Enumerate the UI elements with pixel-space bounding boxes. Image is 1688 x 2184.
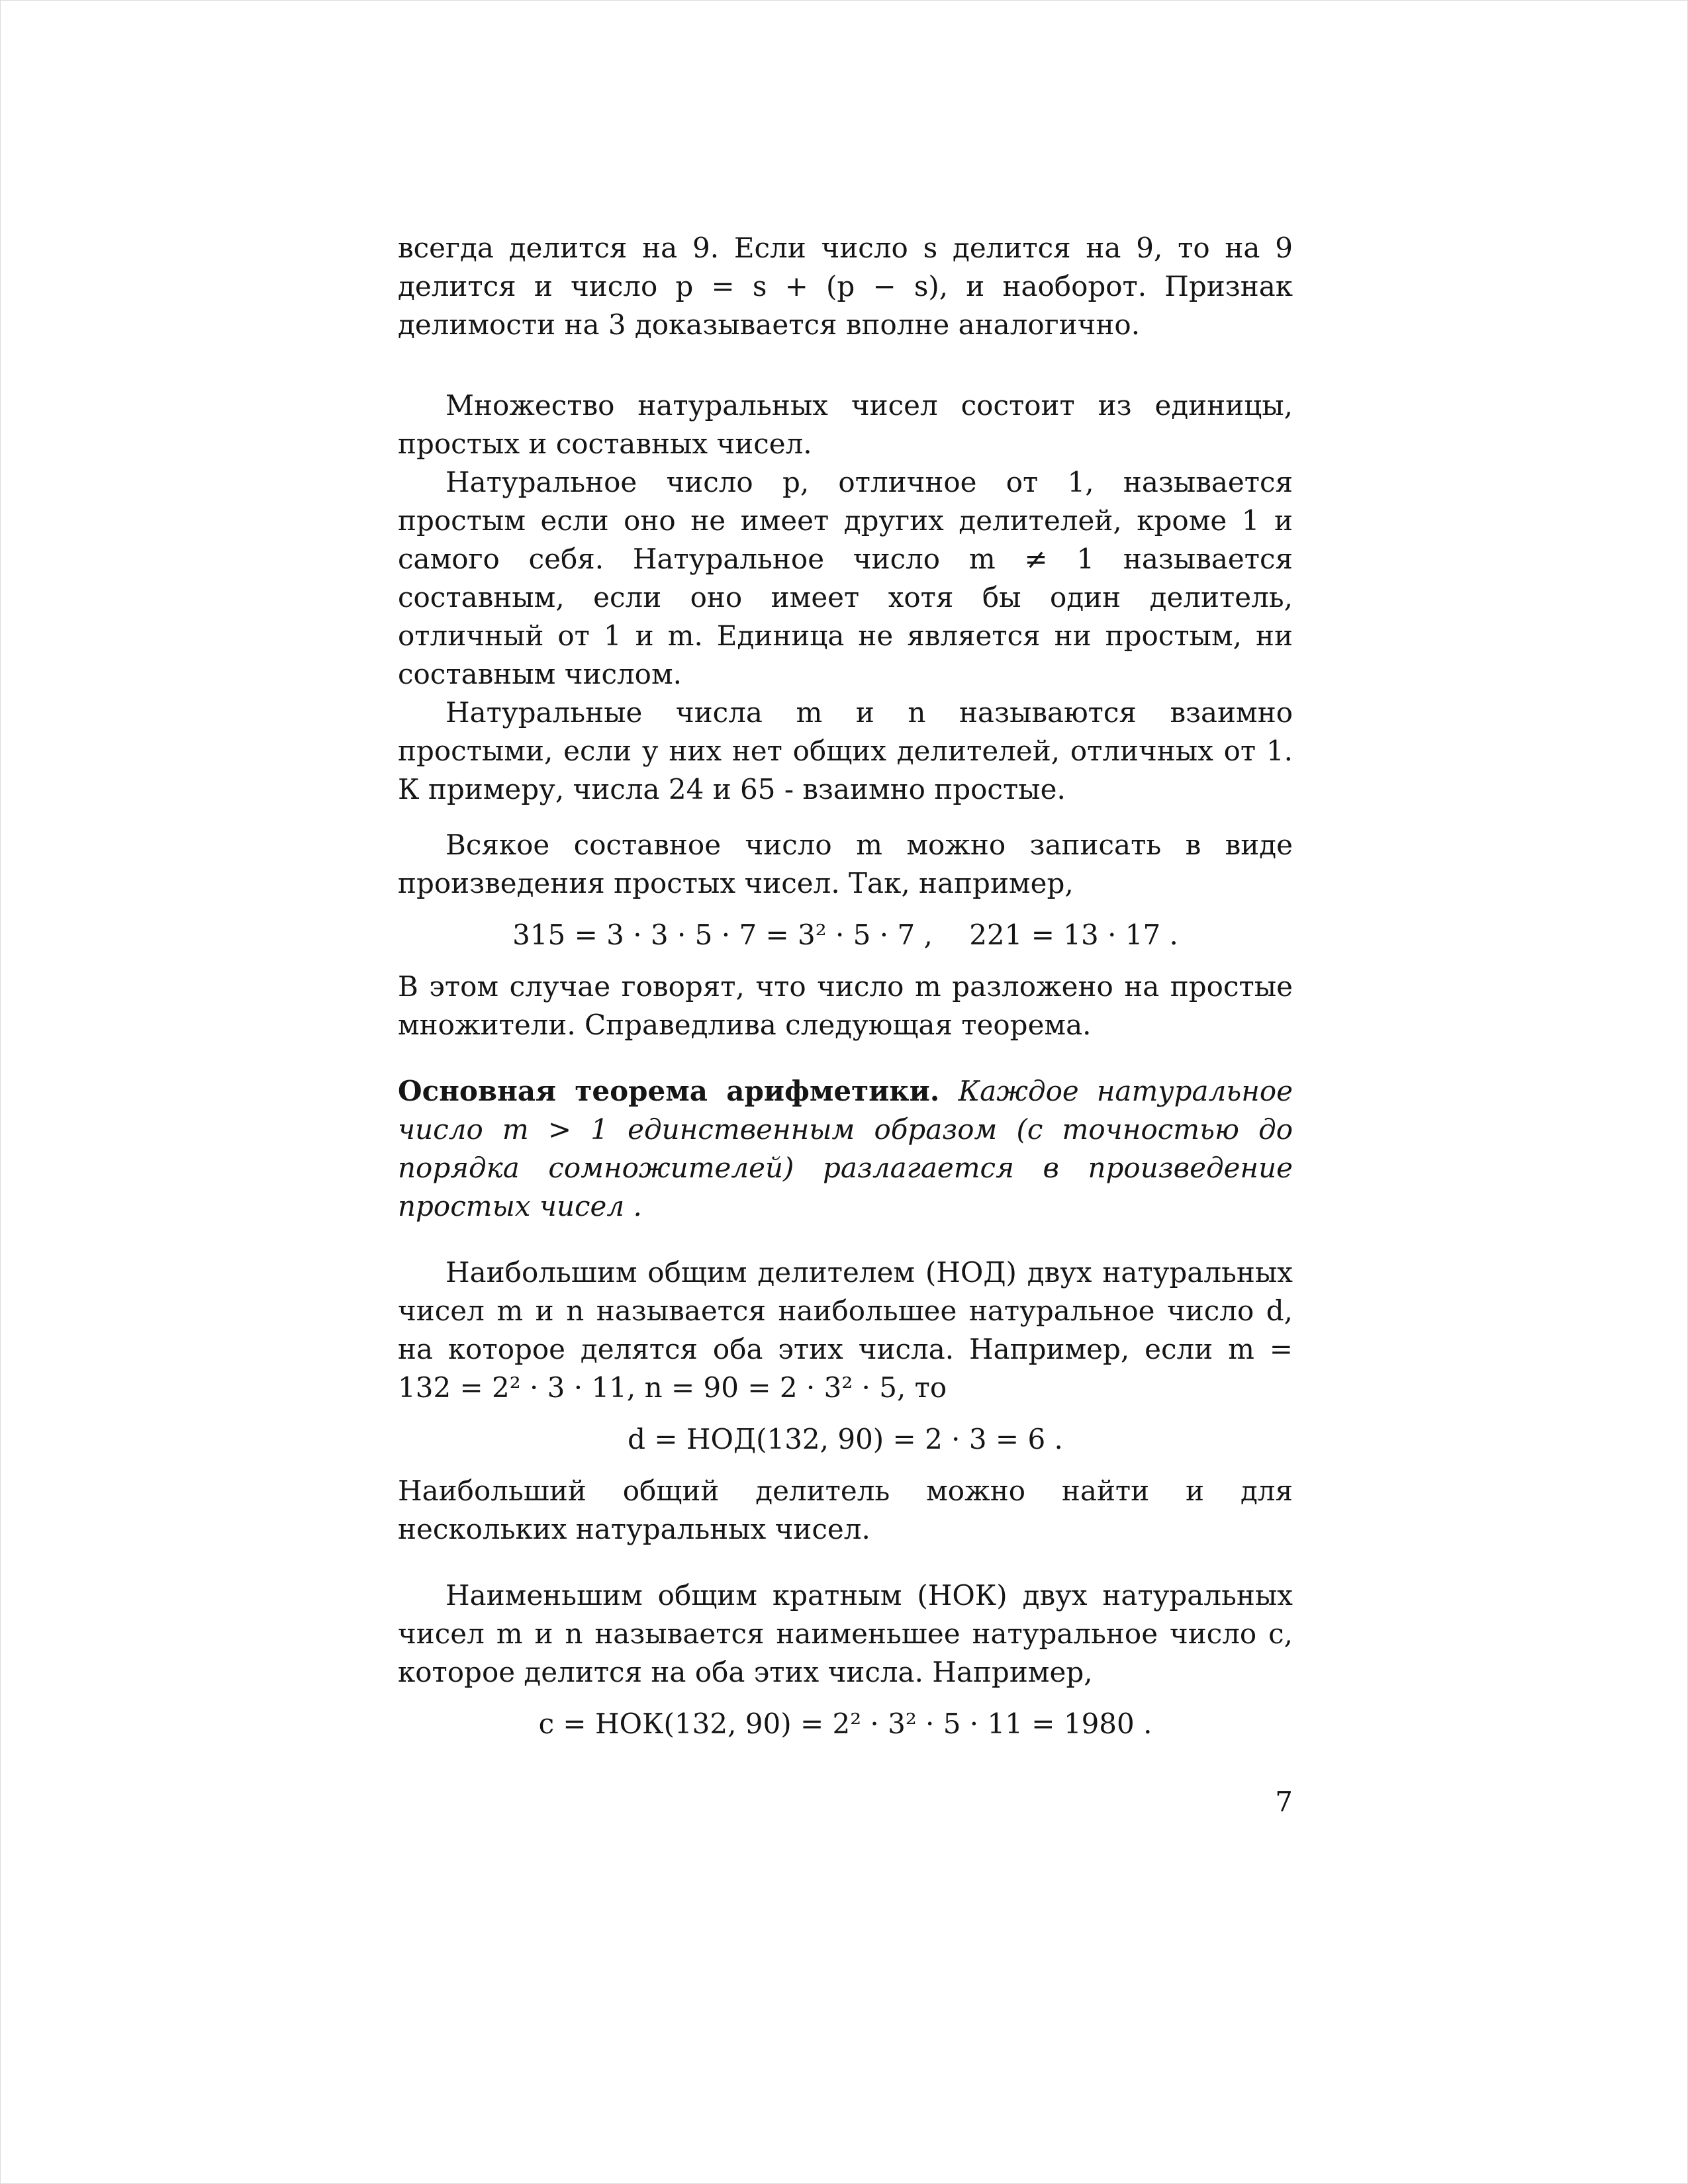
paragraph-lcm-definition: Наименьшим общим кратным (НОК) двух натуральных чисел m и n называется наименьшее натуральное число c, которое делится на оба этих числа. Например,: [398, 1579, 1293, 1688]
theorem-statement: Каждое натуральное число m > 1 единственным образом (с точностью до порядка сомножителей) разлагается в произведение простых чисел .: [398, 1075, 1293, 1222]
paragraph-prime-factorization-note: В этом случае говорят, что число m разложено на простые множители. Справедлива следующая теорема.: [398, 970, 1293, 1041]
paragraph-composite-as-product: Всякое составное число m можно записать в виде произведения простых чисел. Так, например,: [398, 829, 1293, 899]
paragraph-gcd-note: Наибольший общий делитель можно найти и для нескольких натуральных чисел.: [398, 1475, 1293, 1545]
formula-lcm-example: c = НОК(132, 90) = 2² · 3² · 5 · 11 = 1980 .: [538, 1707, 1152, 1740]
paragraph-natural-numbers-set: Множество натуральных чисел состоит из единицы, простых и составных чисел.: [398, 389, 1293, 460]
paragraph-fundamental-theorem: [398, 1072, 1293, 1226]
paragraph-gcd-definition: Наибольшим общим делителем (НОД) двух натуральных чисел m и n называется наибольшее натуральное число d, на которое делятся оба этих числа. Например, если m = 132 = 2² · 3 · 11, n = 90 = 2 · 3² · 5, то: [398, 1256, 1293, 1404]
page-number: 7: [1275, 1786, 1293, 1818]
text-block: [398, 229, 1293, 1821]
formula-factorizations: 315 = 3 · 3 · 5 · 7 = 3² · 5 · 7 , 221 = 13 · 17 .: [512, 919, 1178, 951]
paragraph-coprime-definition: Натуральные числа m и n называются взаимно простыми, если у них нет общих делителей, отличных от 1. К примеру, числа 24 и 65 - взаимно простые.: [398, 696, 1293, 805]
paragraph-divisibility-by-9: всегда делится на 9. Если число s делится на 9, то на 9 делится и число p = s + (p − s), и наоборот. Признак делимости на 3 доказывается вполне аналогично.: [398, 232, 1293, 341]
formula-gcd-example: d = НОД(132, 90) = 2 · 3 = 6 .: [628, 1423, 1063, 1455]
theorem-title: Основная теорема арифметики.: [398, 1075, 959, 1107]
paragraph-prime-composite-definition: Натуральное число p, отличное от 1, называется простым если оно не имеет других делителей, кроме 1 и самого себя. Натуральное число m ≠ 1 называется составным, если оно имеет хотя бы один делитель, отличный от 1 и m. Единица не является ни простым, ни составным числом.: [398, 466, 1293, 690]
